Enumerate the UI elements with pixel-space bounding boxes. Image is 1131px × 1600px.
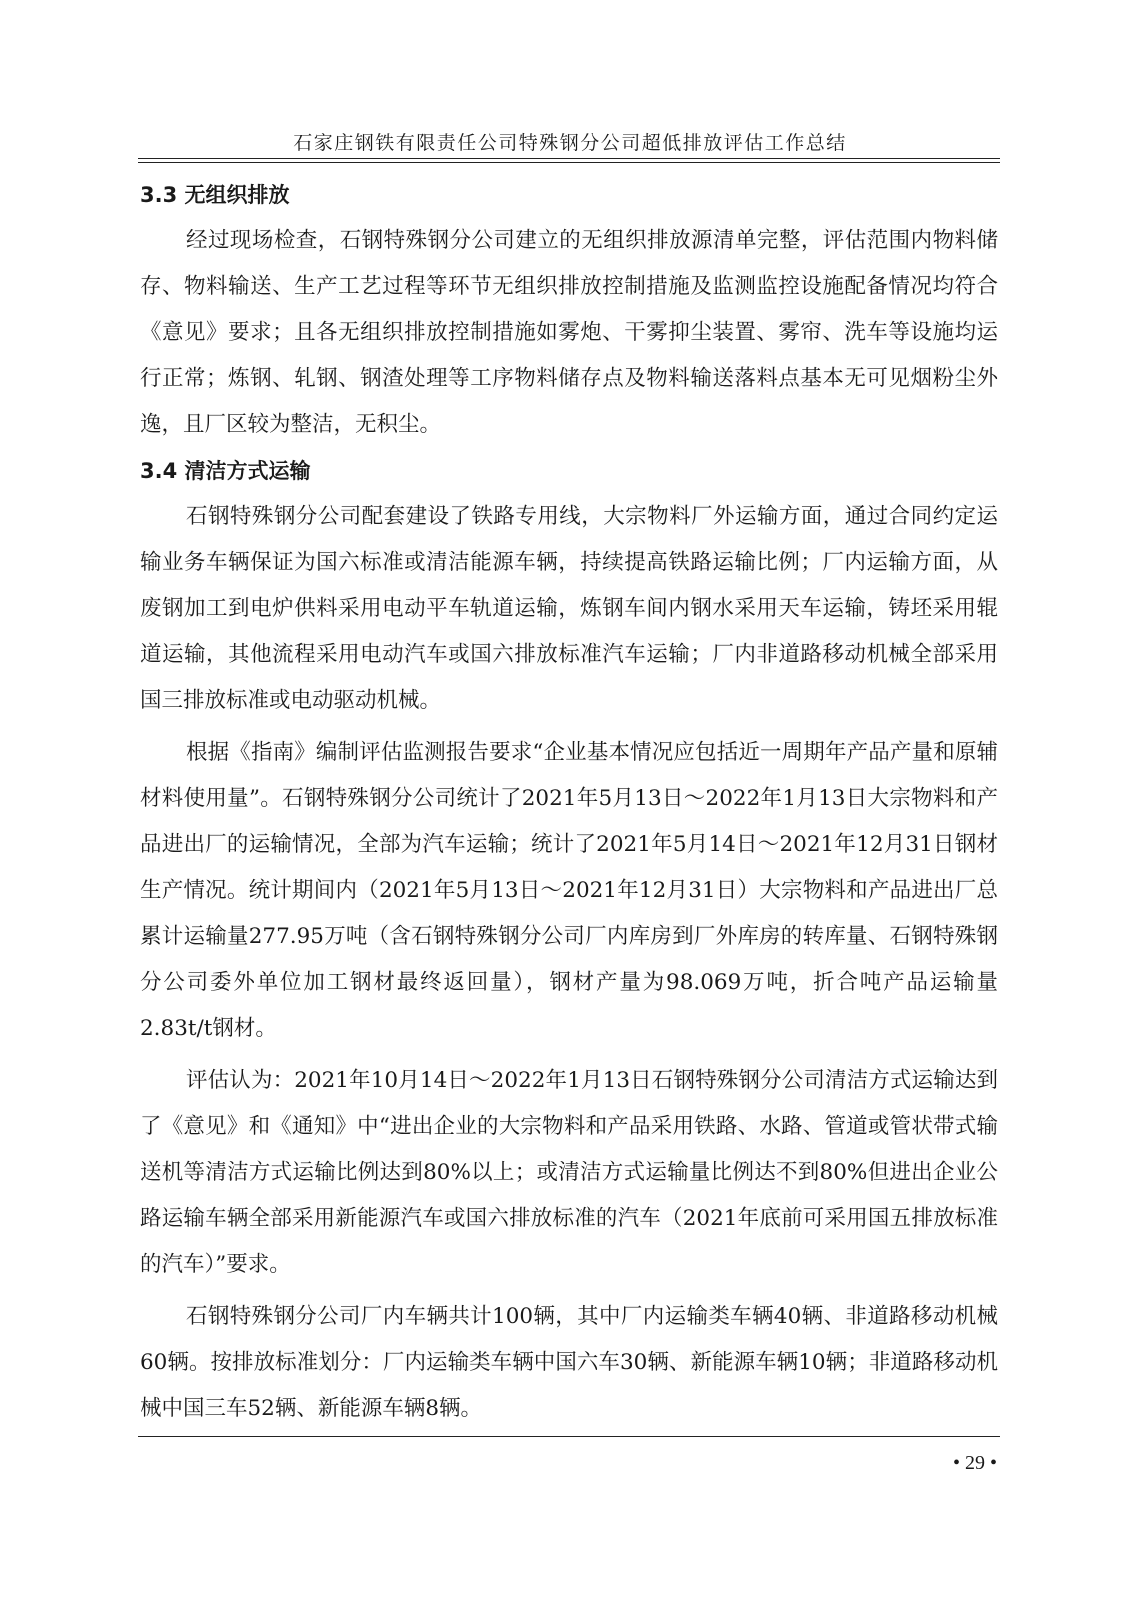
section-heading-3-4: 3.4 清洁方式运输 [140,459,311,483]
paragraph-transport-statistics: 根据《指南》编制评估监测报告要求“企业基本情况应包括近一周期年产品产量和原辅材料使用量”。石钢特殊钢分公司统计了2021年5月13日～2022年1月13日大宗物料和产品进出厂的运输情况，全部为汽车运输；统计了2021年5月14日～2021年12月31日钢材生产情况。统计期间内（2021年5月13日～2021年12月31日）大宗物料和产品进出厂总累计运输量277.95万吨（含石钢特殊钢分公司厂内库房到厂外库房的转库量、石钢特殊钢分公司委外单位加工钢材最终返回量），钢材产量为98.069万吨，折合吨产品运输量2.83t/t钢材。 [140,740,998,1041]
header-divider [138,158,1000,163]
paragraph-railway-transport: 石钢特殊钢分公司配套建设了铁路专用线，大宗物料厂外运输方面，通过合同约定运输业务车辆保证为国六标准或清洁能源车辆，持续提高铁路运输比例；厂内运输方面，从废钢加工到电炉供料采用电动平车轨道运输，炼钢车间内钢水采用天车运输，铸坯采用辊道运输，其他流程采用电动汽车或国六排放标准汽车运输；厂内非道路移动机械全部采用国三排放标准或电动驱动机械。 [140,504,998,713]
document-header-title: 石家庄钢铁有限责任公司特殊钢分公司超低排放评估工作总结 [293,132,847,154]
section-heading-3-3: 3.3 无组织排放 [140,183,290,207]
paragraph-unorganized-emissions: 经过现场检查，石钢特殊钢分公司建立的无组织排放源清单完整，评估范围内物料储存、物料输送、生产工艺过程等环节无组织排放控制措施及监测监控设施配备情况均符合《意见》要求；且各无组织排放控制措施如雾炮、干雾抑尘装置、雾帘、洗车等设施均运行正常；炼钢、轧钢、钢渣处理等工序物料储存点及物料输送落料点基本无可见烟粉尘外逸，且厂区较为整洁，无积尘。 [140,228,998,437]
page-number: • 29 • [952,1452,997,1474]
footer-divider [138,1436,1000,1437]
paragraph-assessment-conclusion: 评估认为：2021年10月14日～2022年1月13日石钢特殊钢分公司清洁方式运输达到了《意见》和《通知》中“进出企业的大宗物料和产品采用铁路、水路、管道或管状带式输送机等清洁方式运输比例达到80%以上；或清洁方式运输量比例达不到80%但进出企业公路运输车辆全部采用新能源汽车或国六排放标准的汽车（2021年底前可采用国五排放标准的汽车）”要求。 [140,1068,998,1277]
paragraph-vehicle-count: 石钢特殊钢分公司厂内车辆共计100辆，其中厂内运输类车辆40辆、非道路移动机械60辆。按排放标准划分：厂内运输类车辆中国六车30辆、新能源车辆10辆；非道路移动机械中国三车52辆、新能源车辆8辆。 [140,1304,998,1421]
document-body [140,172,998,1432]
